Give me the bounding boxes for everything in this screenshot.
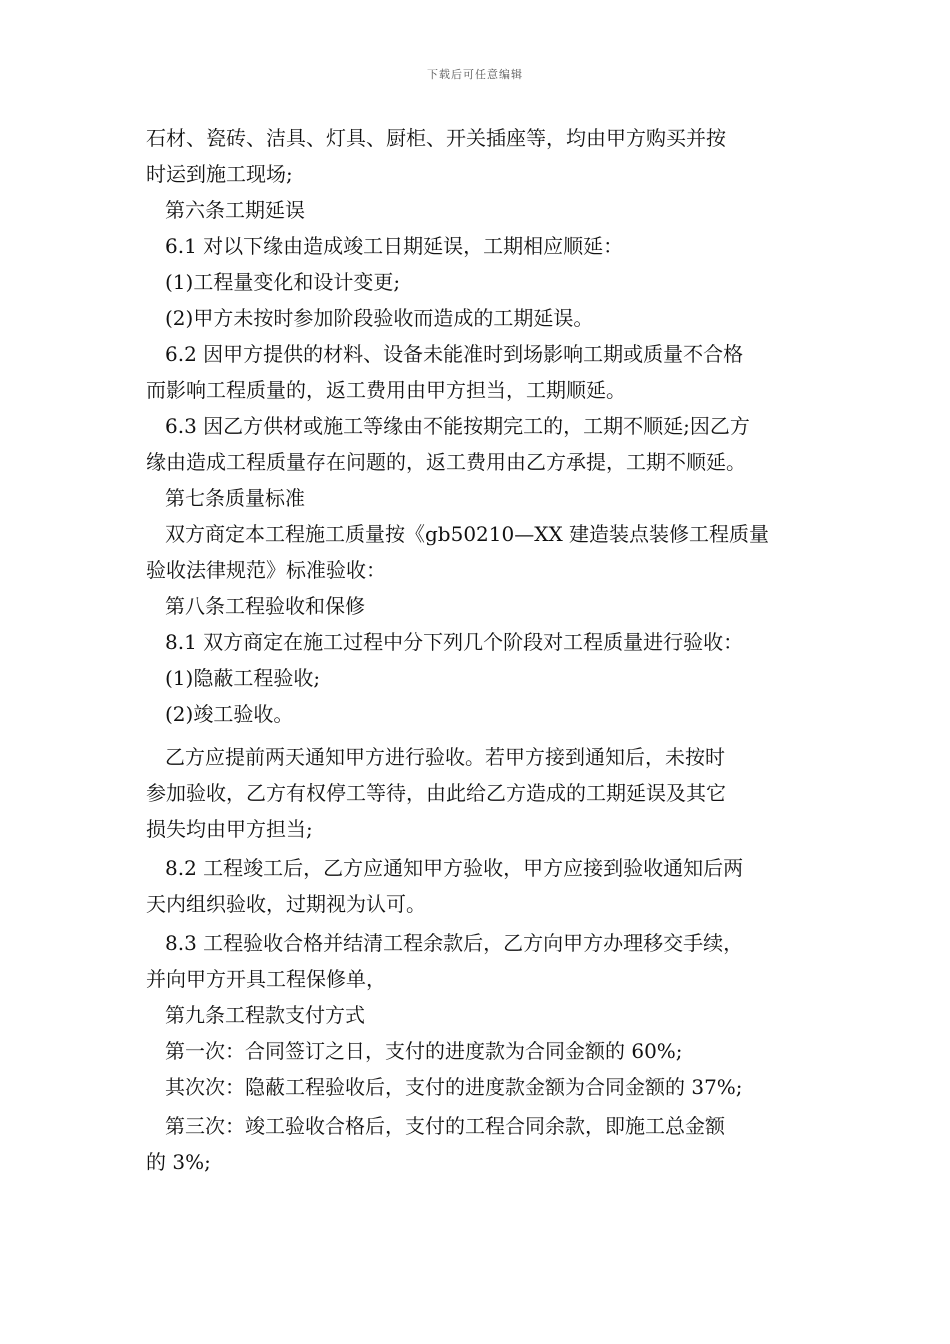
document-body — [146, 120, 812, 1180]
paragraph-line: 6.1 对以下缘由造成竣工日期延误，工期相应顺延： — [165, 234, 624, 258]
paragraph-line: 双方商定本工程施工质量按《gb50210—XX 建造装点装修工程质量 — [165, 522, 770, 546]
paragraph-line: 6.2 因甲方提供的材料、设备未能准时到场影响工期或质量不合格 — [165, 342, 744, 366]
list-item: (1)隐蔽工程验收; — [165, 666, 321, 690]
paragraph-line: 并向甲方开具工程保修单， — [146, 967, 386, 991]
paragraph-line: 乙方应提前两天通知甲方进行验收。若甲方接到通知后，未按时 — [165, 745, 725, 769]
payment-item: 其次次：隐蔽工程验收后，支付的进度款金额为合同金额的 37%; — [165, 1075, 743, 1099]
paragraph-line: 而影响工程质量的，返工费用由甲方担当，工期顺延。 — [146, 378, 626, 402]
payment-item: 第一次：合同签订之日，支付的进度款为合同金额的 60%; — [165, 1039, 683, 1063]
section-heading: 第六条工期延误 — [165, 198, 305, 222]
paragraph-line: 损失均由甲方担当; — [146, 817, 313, 841]
list-item: (2)甲方未按时参加阶段验收而造成的工期延误。 — [165, 306, 594, 330]
list-item: (2)竣工验收。 — [165, 702, 294, 726]
paragraph-line: 缘由造成工程质量存在问题的，返工费用由乙方承提，工期不顺延。 — [146, 450, 746, 474]
paragraph-line: 8.3 工程验收合格并结清工程余款后，乙方向甲方办理移交手续， — [165, 931, 744, 955]
page-header: 下载后可任意编辑 — [427, 68, 523, 81]
payment-item: 第三次：竣工验收合格后，支付的工程合同余款，即施工总金额 — [165, 1114, 725, 1138]
paragraph-line: 6.3 因乙方供材或施工等缘由不能按期完工的，工期不顺延;因乙方 — [165, 414, 750, 438]
paragraph-line: 天内组织验收，过期视为认可。 — [146, 892, 426, 916]
paragraph-line: 验收法律规范》标准验收： — [146, 558, 386, 582]
section-heading: 第七条质量标准 — [165, 486, 305, 510]
paragraph-line: 石材、瓷砖、洁具、灯具、厨柜、开关插座等，均由甲方购买并按 — [146, 126, 726, 150]
section-heading: 第九条工程款支付方式 — [165, 1003, 365, 1027]
list-item: (1)工程量变化和设计变更; — [165, 270, 401, 294]
paragraph-line: 8.1 双方商定在施工过程中分下列几个阶段对工程质量进行验收： — [165, 630, 744, 654]
paragraph-line: 8.2 工程竣工后，乙方应通知甲方验收，甲方应接到验收通知后两 — [165, 856, 744, 880]
paragraph-line: 的 3%; — [146, 1150, 211, 1174]
paragraph-line: 参加验收，乙方有权停工等待，由此给乙方造成的工期延误及其它 — [146, 781, 726, 805]
section-heading: 第八条工程验收和保修 — [165, 594, 365, 618]
paragraph-line: 时运到施工现场; — [146, 162, 293, 186]
